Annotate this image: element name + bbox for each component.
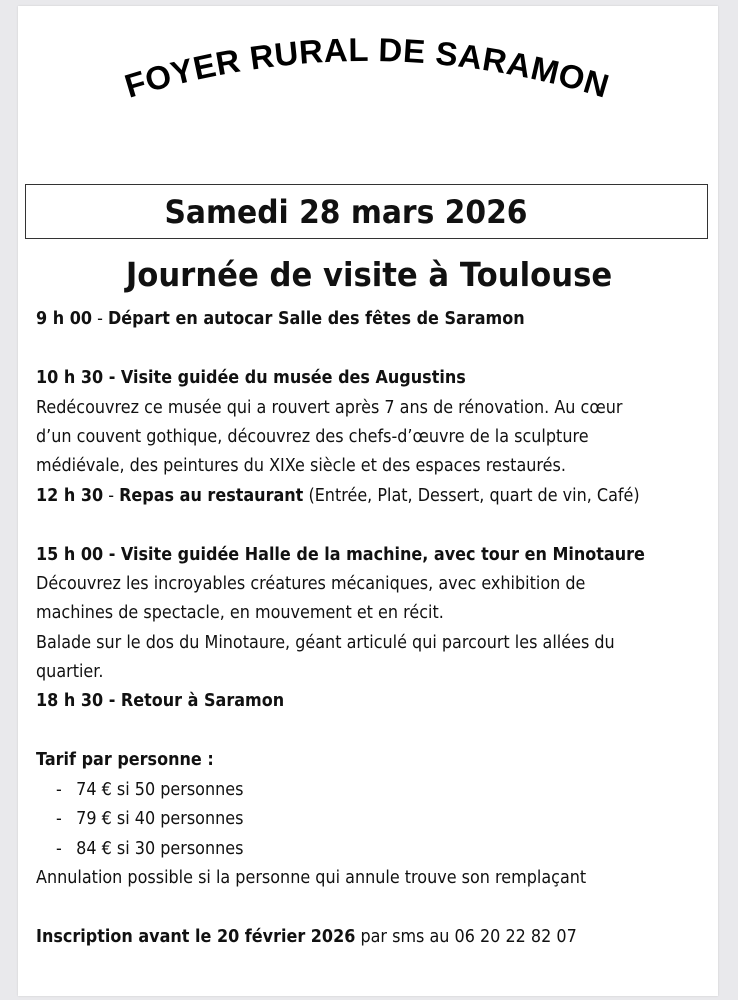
event-date: Samedi 28 mars 2026 bbox=[164, 193, 528, 231]
schedule-heading: Visite guidée du musée des Augustins bbox=[120, 368, 466, 388]
schedule-item-retour bbox=[36, 689, 284, 713]
schedule-extra: (Entrée, Plat, Dessert, quart de vin, Café) bbox=[303, 486, 640, 506]
inscription-contact: par sms au 06 20 22 82 07 bbox=[355, 927, 577, 947]
tarif-heading: Tarif par personne : bbox=[36, 750, 214, 770]
schedule-item-repas: 12 h 30 - Repas au restaurant (Entrée, Plat, Dessert, quart de vin, Café) bbox=[36, 486, 640, 506]
schedule-item-augustins bbox=[36, 366, 466, 390]
event-title: Journée de visite à Toulouse bbox=[125, 255, 613, 294]
schedule-heading: Retour à Saramon bbox=[120, 691, 285, 711]
schedule-description-line: machines de spectacle, en mouvement et en récit. bbox=[36, 603, 444, 623]
schedule-heading: Repas au restaurant bbox=[119, 486, 304, 506]
organization-arched-title bbox=[0, 0, 738, 140]
schedule-description-line: médiévale, des peintures du XIXe siècle et des espaces restaurés. bbox=[36, 456, 566, 476]
schedule-description-line: quartier. bbox=[36, 662, 104, 682]
tarif-item: - 79 € si 40 personnes bbox=[56, 809, 244, 829]
schedule-description-line: Redécouvrez ce musée qui a rouvert après 7 ans de rénovation. Au cœur bbox=[36, 398, 623, 418]
schedule-item-depart: 9 h 00 - Départ en autocar Salle des fêtes de Saramon bbox=[36, 309, 525, 329]
inscription-line bbox=[36, 925, 577, 949]
tarif-item: - 84 € si 30 personnes bbox=[56, 839, 244, 859]
schedule-item-halle bbox=[36, 543, 645, 567]
bullet-dash: - bbox=[56, 809, 62, 829]
schedule-time: 15 h 00 - bbox=[36, 545, 121, 565]
schedule-heading: Visite guidée Halle de la machine, avec tour en Minotaure bbox=[120, 545, 645, 565]
schedule-description-line: d’un couvent gothique, découvrez des chefs-d’œuvre de la sculpture bbox=[36, 427, 589, 447]
tarif-item: - 74 € si 50 personnes bbox=[56, 780, 244, 800]
schedule-time: 10 h 30 - bbox=[36, 368, 121, 388]
schedule-time: 18 h 30 - bbox=[36, 691, 121, 711]
schedule-time: 12 h 30 bbox=[36, 486, 104, 506]
bullet-dash: - bbox=[56, 839, 62, 859]
inscription-deadline: Inscription avant le 20 février 2026 bbox=[36, 927, 356, 947]
organization-name: FOYER RURAL DE SARAMON bbox=[120, 30, 614, 105]
schedule-description-line: Découvrez les incroyables créatures mécaniques, avec exhibition de bbox=[36, 574, 586, 594]
cancellation-note: Annulation possible si la personne qui annule trouve son remplaçant bbox=[36, 868, 587, 888]
schedule-time: 9 h 00 bbox=[36, 309, 92, 329]
bullet-dash: - bbox=[56, 780, 62, 800]
schedule-description-line: Balade sur le dos du Minotaure, géant articulé qui parcourt les allées du bbox=[36, 633, 615, 653]
schedule-heading: Départ en autocar Salle des fêtes de Saramon bbox=[107, 309, 525, 329]
